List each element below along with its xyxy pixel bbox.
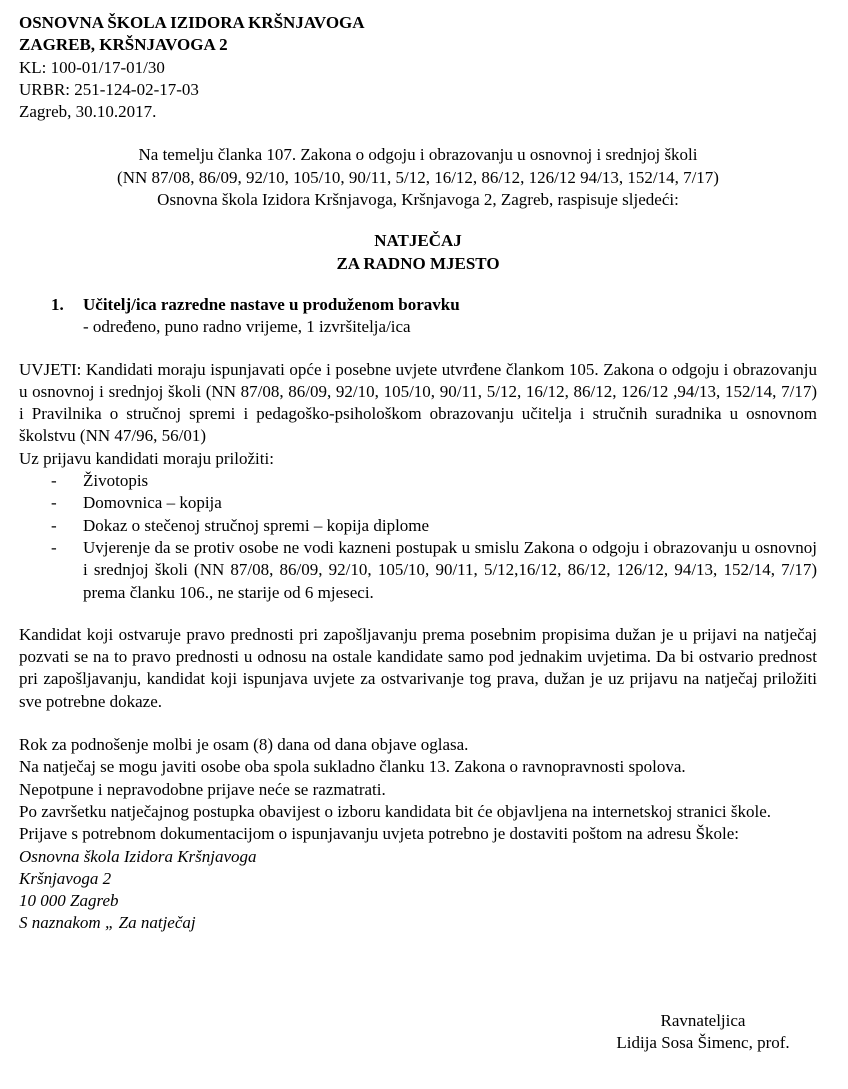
title-line: NATJEČAJ: [374, 231, 462, 251]
position-details: - određeno, puno radno vrijeme, 1 izvršitelja/ica: [83, 317, 411, 337]
list-item: - Dokaz o stečenoj stručnoj spremi – kopija diplome: [51, 515, 430, 535]
list-item: - Uvjerenje da se protiv osobe ne vodi kazneni postupak u smislu Zakona o odgoju i obrazovanju u osnovnoj i srednjoj školi (NN 87/08, 86/09, 92/10, 105/10, 90/11, 5/12,16/12, 86/12, 126/12, 94/13, 152/14, 7/17) prema članku 106., ne starije od 6 mjeseci.: [51, 537, 817, 602]
intro-paragraph: [19, 144, 817, 211]
attachments-intro: Uz prijavu kandidati moraju priložiti:: [19, 448, 274, 468]
signatory-role: Ravnateljica: [660, 1011, 746, 1030]
equality-text: Na natječaj se mogu javiti osobe oba spola sukladno članku 13. Zakona o ravnopravnosti spolova.: [19, 757, 686, 777]
position-name: Učitelj/ica razredne nastave u produženom boravku: [83, 294, 460, 314]
intro-line: (NN 87/08, 86/09, 92/10, 105/10, 90/11, 5/12, 16/12, 86/12, 126/12 94/13, 152/14, 7/17): [117, 167, 719, 187]
list-item: - Životopis: [51, 471, 149, 491]
position-number: 1.: [51, 294, 64, 314]
intro-line: Osnovna škola Izidora Kršnjavoga, Kršnjavoga 2, Zagreb, raspisuje sljedeći:: [157, 190, 679, 210]
list-item: - Domovnica – kopija: [51, 493, 222, 513]
address-line: S naznakom „ Za natječaj: [19, 913, 196, 933]
signatory-name: Lidija Sosa Šimenc, prof.: [616, 1033, 790, 1053]
incomplete-text: Nepotpune i nepravodobne prijave neće se razmatrati.: [19, 779, 386, 799]
conditions-text: UVJETI: Kandidati moraju ispunjavati opće i posebne uvjete utvrđene člankom 105. Zakona o odgoju i obrazovanju u osnovnoj i srednjoj školi (NN 87/08, 86/09, 92/10, 105/10, 90/11, 5/12, 16/12, 86/12, 126/12 ,94/13, 152/14, 7/17) i Pravilnika o stručnoj spremi i pedagoško-psihološkom obrazovanju učitelja i stručnih suradnika u osnovnom školstvu (NN 47/96, 56/01): [19, 359, 817, 446]
documents-list: [19, 470, 817, 604]
document-title: [19, 230, 817, 275]
terms-section: [19, 734, 817, 935]
document-date: Zagreb, 30.10.2017.: [19, 102, 157, 122]
mail-address: [19, 846, 817, 935]
submit-text: Prijave s potrebnom dokumentacijom o ispunjavanju uvjeta potrebno je dostaviti poštom na adresu Škole:: [19, 824, 740, 844]
document-header: [19, 12, 817, 123]
title-line: ZA RADNO MJESTO: [336, 253, 500, 273]
school-address: ZAGREB, KRŠNJAVOGA 2: [19, 35, 228, 55]
registry-number: URBR: 251-124-02-17-03: [19, 79, 199, 99]
conditions-section: [19, 359, 817, 604]
school-name: OSNOVNA ŠKOLA IZIDORA KRŠNJAVOGA: [19, 13, 365, 32]
address-line: 10 000 Zagreb: [19, 891, 119, 911]
deadline-text: Rok za podnošenje molbi je osam (8) dana od dana objave oglasa.: [19, 735, 469, 755]
notice-text: Po završetku natječajnog postupka obavijest o izboru kandidata bit će objavljena na internetskoj stranici škole.: [19, 801, 772, 821]
document-page: [19, 12, 817, 935]
position-item: [51, 294, 817, 339]
address-line: Kršnjavoga 2: [19, 868, 112, 888]
intro-line: Na temelju članka 107. Zakona o odgoju i obrazovanju u osnovnoj i srednjoj školi: [138, 145, 698, 165]
class-number: KL: 100-01/17-01/30: [19, 57, 165, 77]
address-line: Osnovna škola Izidora Kršnjavoga: [19, 846, 257, 866]
signature-block: [593, 1010, 813, 1055]
priority-paragraph: Kandidat koji ostvaruje pravo prednosti pri zapošljavanju prema posebnim propisima dužan je u prijavi na natječaj pozvati se na to pravo prednosti u odnosu na ostale kandidate samo pod jednakim uvjetima. Da bi ostvario prednost pri zapošljavanju, kandidat koji ispunjava uvjete za ostvarivanje tog prava, dužan je uz prijavu na natječaj priložiti sve potrebne dokaze.: [19, 624, 817, 711]
